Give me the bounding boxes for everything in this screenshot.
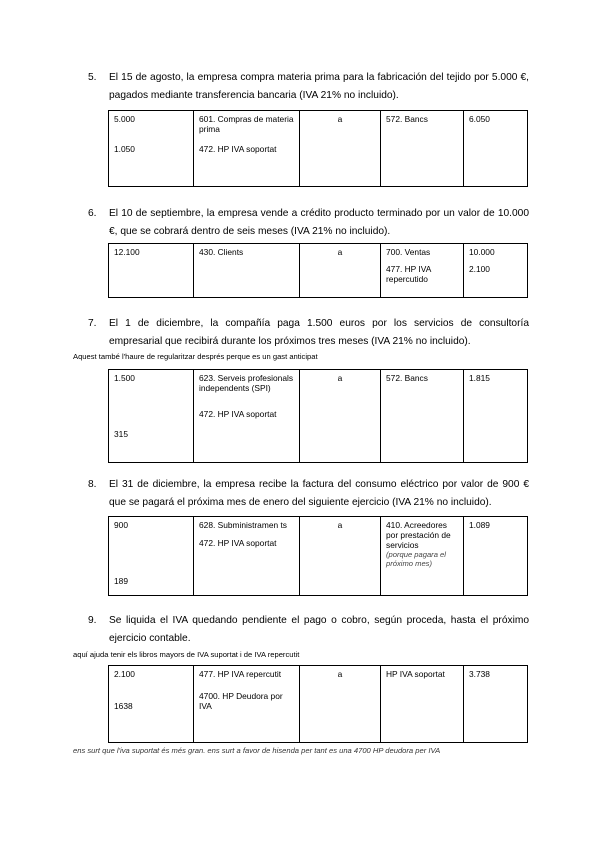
journal-entry-5 [108, 110, 528, 187]
credit-accounts [381, 666, 464, 743]
account: 623. Serveis profesionals independents (SPI) [199, 373, 294, 393]
item-number: 7. [88, 318, 97, 329]
handwritten-note: aquí ajuda tenir els libros mayors de IVA suportat i de IVA repercutit [73, 650, 300, 659]
journal-entry-6 [108, 243, 528, 298]
account: 628. Subministramen ts [199, 520, 287, 530]
item-7 [88, 315, 529, 351]
item-6 [88, 205, 529, 241]
amount: 1638 [114, 701, 133, 711]
separator: a [300, 517, 381, 596]
account: 472. HP IVA soportat [199, 409, 277, 419]
account: 477. HP IVA repercutit [199, 669, 282, 679]
handwritten-note: Aquest també l'haure de regularitzar després perque es un gast anticipat [73, 352, 318, 361]
debit-amounts [109, 111, 194, 187]
debit-accounts [194, 111, 300, 187]
amount: 189 [114, 576, 128, 586]
credit-accounts [381, 244, 464, 298]
debit-accounts [194, 666, 300, 743]
journal-entry-9 [108, 665, 528, 743]
item-8 [88, 476, 529, 512]
debit-amounts [109, 244, 194, 298]
amount: 1.050 [114, 144, 135, 154]
separator: a [300, 244, 381, 298]
account: 700. Ventas [386, 247, 431, 257]
debit-amounts [109, 666, 194, 743]
credit-accounts [381, 111, 464, 187]
account: 4700. HP Deudora por IVA [199, 691, 283, 711]
amount: 5.000 [114, 114, 135, 124]
account: 601. Compras de materia prima [199, 114, 294, 134]
credit-amounts [464, 244, 528, 298]
account: 572. Bancs [386, 114, 428, 124]
item-number: 8. [88, 479, 97, 490]
account: 472. HP IVA soportat [199, 538, 277, 548]
amount: 6.050 [469, 114, 490, 124]
separator: a [300, 111, 381, 187]
item-5 [88, 69, 529, 105]
account: 477. HP IVA repercutido [386, 264, 431, 284]
amount: 2.100 [469, 264, 490, 274]
item-number: 5. [88, 72, 97, 83]
account: 430. Clients [199, 247, 244, 257]
amount: 1.815 [469, 373, 490, 383]
amount: 1.500 [114, 373, 135, 383]
journal-entry-7 [108, 369, 528, 463]
debit-amounts [109, 517, 194, 596]
debit-accounts [194, 244, 300, 298]
amount: 1.089 [469, 520, 490, 530]
account: 572. Bancs [386, 373, 428, 383]
debit-amounts [109, 370, 194, 463]
item-text: El 31 de diciembre, la empresa recibe la factura del consumo eléctrico por valor de 900 € que se pagará el próxima mes de enero del siguiente ejercicio (IVA 21% no incluido). [109, 479, 529, 508]
item-text: El 10 de septiembre, la empresa vende a crédito producto terminado por un valor de 10.000 €, que se cobrará dentro de seis meses (IVA 21% no incluido). [109, 208, 529, 237]
credit-amounts [464, 517, 528, 596]
item-text: Se liquida el IVA quedando pendiente el pago o cobro, según proceda, hasta el próximo ejercicio contable. [109, 615, 529, 644]
credit-accounts [381, 517, 464, 596]
credit-amounts [464, 370, 528, 463]
debit-accounts [194, 517, 300, 596]
handwritten-note: (porque pagara el próximo mes) [386, 550, 446, 568]
separator: a [300, 370, 381, 463]
account: HP IVA soportat [386, 669, 445, 679]
account: 410. Acreedores por prestación de servicios [386, 520, 451, 550]
handwritten-note: ens surt que l'iva suportat és més gran. ens surt a favor de hisenda per tant es una 4700 HP deudora per IVA [73, 746, 441, 755]
amount: 315 [114, 429, 128, 439]
credit-amounts [464, 111, 528, 187]
account: 472. HP IVA soportat [199, 144, 277, 154]
amount: 2.100 [114, 669, 135, 679]
credit-accounts [381, 370, 464, 463]
credit-amounts [464, 666, 528, 743]
amount: 900 [114, 520, 128, 530]
journal-entry-8 [108, 516, 528, 596]
amount: 3.738 [469, 669, 490, 679]
separator: a [300, 666, 381, 743]
item-number: 9. [88, 615, 97, 626]
item-9 [88, 612, 529, 648]
item-number: 6. [88, 208, 97, 219]
item-text: El 1 de diciembre, la compañía paga 1.500 euros por los servicios de consultoría empresarial que recibirá durante los próximos tres meses (IVA 21% no incluido). [109, 318, 529, 347]
debit-accounts [194, 370, 300, 463]
amount: 10.000 [469, 247, 495, 257]
item-text: El 15 de agosto, la empresa compra materia prima para la fabricación del tejido por 5.000 €, pagados mediante transferencia bancaria (IVA 21% no incluido). [109, 72, 529, 101]
amount: 12.100 [114, 247, 140, 257]
